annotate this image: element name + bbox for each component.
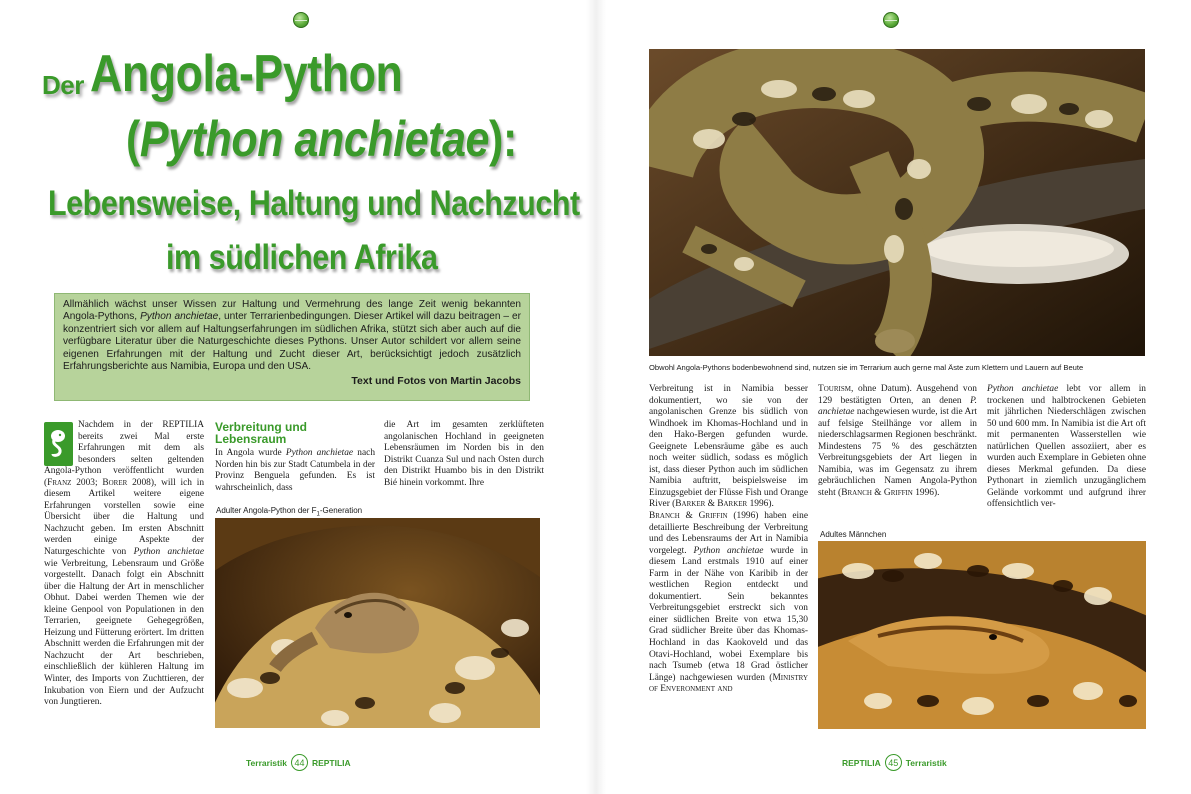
headline-subtitle-2: im südlichen Afrika bbox=[166, 238, 438, 277]
left-column-2 bbox=[215, 421, 375, 494]
caption-text: Adulter Angola-Python der F bbox=[216, 506, 317, 515]
photo-adult-python-f1 bbox=[215, 518, 540, 728]
page-number: 45 bbox=[885, 754, 902, 771]
citation: Branch & Griffin bbox=[841, 487, 913, 498]
headline-title: Angola-Python bbox=[90, 45, 403, 103]
section-heading bbox=[215, 421, 375, 445]
folio-right bbox=[842, 754, 947, 771]
headline-paren-open: ( bbox=[126, 111, 140, 167]
headline-paren-close: ): bbox=[489, 111, 517, 167]
folio-magazine: REPTILIA bbox=[311, 757, 351, 768]
latin-name: Python anchietae bbox=[285, 448, 354, 458]
body-text: 2008), will ich in diesem Artikel weitere eigene Erfahrungen vorstellen sowie eine Übersicht über die Haltung und Nachzucht geben. Im ersten Abschnitt werden einige Aspekte der Naturgeschichte von bbox=[44, 477, 205, 558]
body-text: 1996). bbox=[747, 499, 774, 510]
photo-python-on-branch bbox=[649, 49, 1145, 356]
folio-section: Terraristik bbox=[905, 757, 947, 768]
body-text: nachgewiesen wurde, ist die Art auf felsige Steilhänge vor allem in niederschlagsarmen Regionen beschränkt. Mindestens 75 % des geschätzten Verbreitungsgebiets der Art liegen in Namibia, was im Gegensatz zu ihrem gebräuchlichen Namen Angola-Python steht ( bbox=[818, 407, 977, 498]
folio-section: Terraristik bbox=[246, 757, 287, 768]
body-text: , ohne Datum). Ausgehend von 129 bestätigten Orten, an denen bbox=[818, 384, 977, 406]
right-column-3 bbox=[987, 384, 1146, 511]
section-heading-line-2: Lebensraum bbox=[215, 432, 287, 446]
body-text: wie Verbreitung, Lebensraum und Größe vorgestellt. Danach folgt ein Abschnitt über die Haltung der Art in menschlicher Obhut. Dabei werden Themen wie der kleine Genpool von Populationen in den Terrarien, geeignete Gehegegrößen, Heizung und Fütterung erörtert. Im dritten Abschnitt werden die Erfahrungen mit der Nachzucht der Art beschrieben, einschließlich der kühleren Haltung im Winter, des Imports von Zuchttieren, der Inkubation von Eiern und der Aufzucht von Jungtieren. bbox=[44, 558, 204, 708]
photo-caption-branch: Obwohl Angola-Pythons bodenbewohnend sind, nutzen sie im Terrarium auch gerne mal Äste zum Klettern und Lauern auf Beute bbox=[649, 363, 1084, 372]
body-text: Nachdem in der REPTILIA bereits zwei Mal erste Erfahrungen mit dem als besonders selten geltenden Angola-Python veröffentlicht wurden ( bbox=[44, 420, 204, 488]
body-text: 1996). bbox=[912, 487, 940, 498]
headline-article: Der bbox=[42, 70, 84, 100]
photo-caption-f1 bbox=[216, 506, 362, 518]
headline-latin: Python anchietae bbox=[139, 111, 490, 167]
folio-left bbox=[246, 754, 351, 771]
body-text: 2003; bbox=[71, 477, 103, 488]
gutter-shadow bbox=[586, 0, 606, 794]
body-text: (1996) haben eine detaillierte Beschreibung der Verbreitung und des Lebensraums der Art in Namibia vorgelegt. bbox=[649, 511, 808, 556]
latin-name: P. anchietae bbox=[818, 395, 977, 418]
citation: Borer bbox=[102, 477, 128, 488]
page-right bbox=[596, 0, 1191, 794]
author-byline: Text und Fotos von Martin Jacobs bbox=[351, 375, 521, 388]
intro-box bbox=[54, 293, 530, 401]
citation: Tourism bbox=[818, 384, 851, 394]
registration-mark-icon bbox=[293, 12, 309, 28]
right-column-1 bbox=[649, 384, 808, 696]
latin-name: Python anchietae bbox=[987, 384, 1059, 394]
caption-subscript: 1 bbox=[316, 511, 320, 518]
folio-magazine: REPTILIA bbox=[842, 757, 881, 768]
left-column-3 bbox=[384, 420, 544, 489]
registration-mark-icon bbox=[883, 12, 899, 28]
body-text: lebt vor allem in trockenen und halbtrockenen Gebieten mit jährlichen Niederschlägen zwischen 50 und 600 mm. In Namibia ist die Art oft mit permanenten Wasserstellen wie natürlichen Quellen assoziiert, aber es wurden auch Exemplare in Gebieten ohne dieses Merkmal gefunden. Da diese Pythonart in ziemlich unzugänglichem Gelände vorkommt und aufgrund ihrer offensichtlich ver- bbox=[987, 384, 1146, 510]
body-text: die Art im gesamten zerklüfteten angolanischen Hochland in geeigneten Lebensräumen im Norden bis in den Distrikt Cuanza Sul und nach Osten durch den Distrikt Huambo bis in den Distrikt Bié hinein vorkommt. Ihre bbox=[384, 420, 544, 488]
headline-subtitle-1: Lebensweise, Haltung und Nachzucht bbox=[48, 184, 580, 223]
citation: Branch & Griffin bbox=[649, 511, 728, 522]
photo-caption-male: Adultes Männchen bbox=[820, 530, 887, 539]
intro-latin: Python anchietae bbox=[140, 311, 219, 323]
dropcap-snake-icon bbox=[44, 422, 73, 466]
body-text: nach Norden hin bis zur Stadt Catumbela in der Provinz Benguela gefunden. Es ist wahrscheinlich, dass bbox=[215, 448, 376, 493]
right-column-2 bbox=[818, 384, 977, 499]
intro-text-2: , unter Terrarienbedingungen. Dieser Artikel will dazu beitragen – er konzentriert sich vor allem auf Haltungserfahrungen im südlichen Afrika, stützt sich aber auch auf die verfügbare Literatur über die Naturgeschichte dieses Pythons. Unser Autor schildert vor allem seine eigenen Erfahrungen mit der Haltung und Zucht dieser Art, berücksichtigt jedoch zusätzlich Erfahrungsberichte aus Namibia, Europa und den USA. bbox=[63, 311, 521, 373]
body-text: wurde in diesem Land erstmals 1910 auf einer Farm in der Nähe von Karibib in der westlichen Region entdeckt und dokumentiert. Sein bekanntes Verbreitungsgebiet erstreckt sich von einer südlichen Breite von etwa 15,30 Grad südlicher Breite über das Khomas-Hochland in das Kaokoveld und das Otavi-Hochland, wobei Exemplare bis nach Tsumeb (etwa 18 Grad östlicher Länge) nachgewiesen wurden ( bbox=[649, 545, 808, 683]
photo-adult-male bbox=[818, 541, 1146, 729]
caption-text-end: -Generation bbox=[319, 506, 363, 515]
section-heading-line-1: Verbreitung und bbox=[215, 420, 308, 434]
citation: Ministry of Enveronment and bbox=[649, 672, 808, 695]
latin-name: Python anchietae bbox=[133, 547, 205, 558]
left-column-1 bbox=[44, 420, 204, 709]
body-text: Verbreitung ist in Namibia besser dokumentiert, wo sie von der angolanischen Grenze bis südlich von Windhoek im Khomas-Hochland und in den Hako-Bergen gefunden wurde. Geeignete Lebensräume gäbe es auch noch weiter südlich, sodass es möglich ist, dass dieser Python auch im südlichen Namibia auftritt, beispielsweise im Einzugsgebiet der Flüsse Fish und Orange River ( bbox=[649, 384, 808, 510]
latin-name: Python anchietae bbox=[693, 545, 764, 556]
citation: Barker & Barker bbox=[675, 499, 748, 510]
citation: Franz bbox=[47, 477, 72, 488]
page-number: 44 bbox=[291, 754, 308, 771]
body-text: In Angola wurde bbox=[215, 448, 286, 458]
intro-text-1: Allmählich wächst unser Wissen zur Haltung und Vermehrung des lange Zeit wenig bekannten Angola-Pythons, bbox=[63, 299, 521, 323]
headline-scientific-name bbox=[126, 110, 517, 168]
